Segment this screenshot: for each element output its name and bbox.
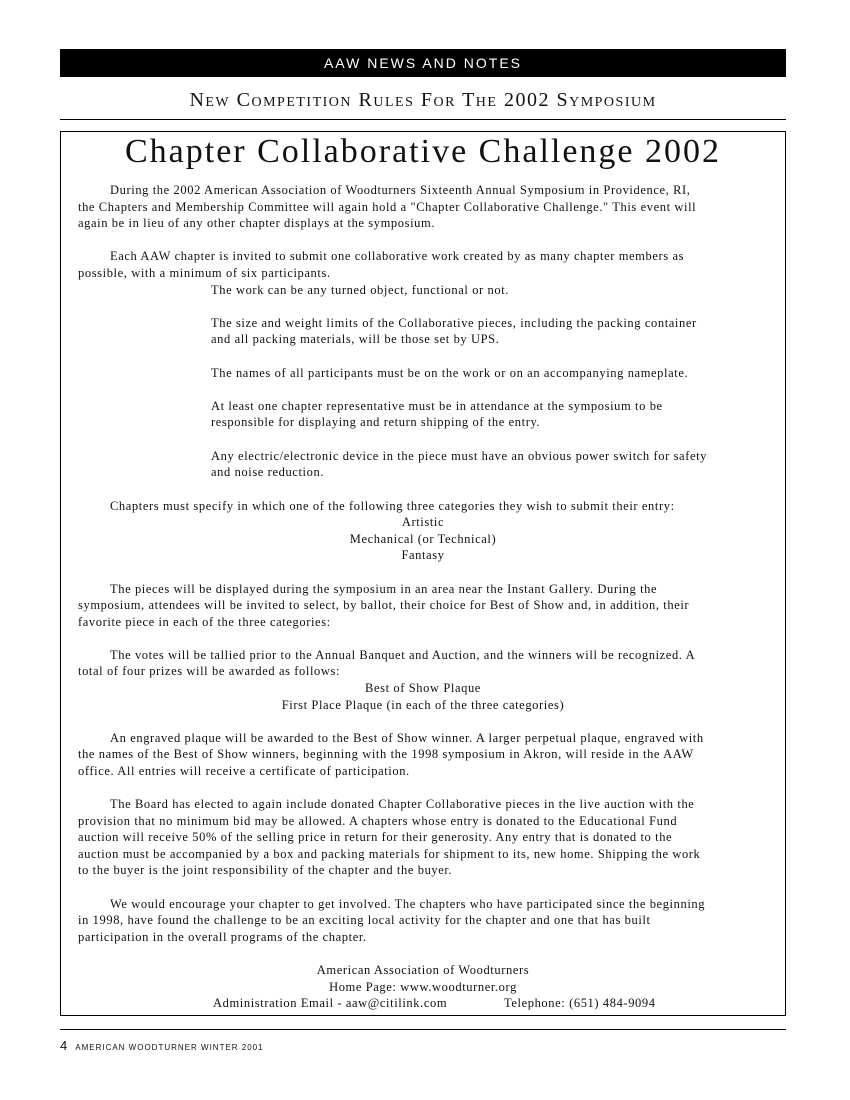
paragraph-line: An engraved plaque will be awarded to the Best of Show winner. A larger perpetual plaque, engraved with	[110, 731, 704, 745]
prize-item: Best of Show Plaque	[365, 681, 481, 695]
paragraph-line: again be in lieu of any other chapter displays at the symposium.	[78, 216, 436, 230]
rule-item: The size and weight limits of the Collaborative pieces, including the packing container	[211, 316, 697, 330]
contact-homepage: Home Page: www.woodturner.org	[329, 980, 517, 994]
page-number: 4	[60, 1038, 68, 1053]
paragraph-line: The votes will be tallied prior to the Annual Banquet and Auction, and the winners will be recognized. A	[110, 648, 696, 662]
header-divider	[60, 119, 786, 120]
contact-phone: Telephone: (651) 484-9094	[504, 996, 656, 1010]
rule-item: The work can be any turned object, functional or not.	[211, 283, 510, 297]
category-item: Fantasy	[401, 548, 445, 562]
rule-item: Any electric/electronic device in the piece must have an obvious power switch for safety	[211, 449, 708, 463]
paragraph-line: During the 2002 American Association of Woodturners Sixteenth Annual Symposium in Providence, RI,	[110, 183, 691, 197]
paragraph-line: The pieces will be displayed during the symposium in an area near the Instant Gallery. During the	[110, 582, 658, 596]
rule-item: and all packing materials, will be those set by UPS.	[211, 332, 500, 346]
paragraph-line: in 1998, have found the challenge to be an exciting local activity for the chapter and one that has built	[78, 913, 651, 927]
paragraph-line: We would encourage your chapter to get involved. The chapters who have participated since the beginning	[110, 897, 706, 911]
paragraph-line: favorite piece in each of the three categories:	[78, 615, 331, 629]
prize-item: First Place Plaque (in each of the three categories)	[281, 698, 565, 712]
paragraph-line: The Board has elected to again include donated Chapter Collaborative pieces in the live auction with the	[110, 797, 695, 811]
paragraph-line: the names of the Best of Show winners, beginning with the 1998 symposium in Akron, will reside in the AAW	[78, 747, 694, 761]
paragraph-line: possible, with a minimum of six participants.	[78, 266, 331, 280]
page-footer	[60, 1039, 264, 1055]
rule-item: The names of all participants must be on the work or on an accompanying nameplate.	[211, 366, 689, 380]
contact-org: American Association of Woodturners	[316, 963, 530, 977]
article-box	[60, 131, 786, 1016]
paragraph-line: provision that no minimum bid may be allowed. A chapters whose entry is donated to the Educational Fund	[78, 814, 678, 828]
page-subtitle: New Competition Rules For The 2002 Symposium	[189, 89, 657, 111]
category-item: Mechanical (or Technical)	[349, 532, 497, 546]
paragraph-line: the Chapters and Membership Committee will again hold a "Chapter Collaborative Challenge." This event will	[78, 200, 697, 214]
categories-intro: Chapters must specify in which one of the following three categories they wish to submit their entry:	[110, 499, 675, 513]
rule-item: At least one chapter representative must be in attendance at the symposium to be	[211, 399, 663, 413]
section-banner: AAW NEWS AND NOTES	[60, 49, 786, 77]
rule-item: and noise reduction.	[211, 465, 325, 479]
footer-divider	[60, 1029, 786, 1030]
magazine-issue: AMERICAN WOODTURNER WINTER 2001	[75, 1043, 264, 1052]
paragraph-line: symposium, attendees will be invited to select, by ballot, their choice for Best of Show and, in addition, their	[78, 598, 690, 612]
paragraph-line: total of four prizes will be awarded as follows:	[78, 664, 341, 678]
contact-email: Administration Email - aaw@citilink.com	[213, 996, 448, 1010]
paragraph-line: participation in the overall programs of the chapter.	[78, 930, 367, 944]
rule-item: responsible for displaying and return shipping of the entry.	[211, 415, 541, 429]
paragraph-line: to the buyer is the joint responsibility of the chapter and the buyer.	[78, 863, 453, 877]
category-item: Artistic	[401, 515, 445, 529]
paragraph-line: Each AAW chapter is invited to submit one collaborative work created by as many chapter members as	[110, 249, 685, 263]
paragraph-line: auction will receive 50% of the selling price in return for their generosity. Any entry that is donated to the	[78, 830, 673, 844]
article-title: Chapter Collaborative Challenge 2002	[124, 133, 722, 170]
paragraph-line: office. All entries will receive a certificate of participation.	[78, 764, 410, 778]
paragraph-line: auction must be accompanied by a box and packing materials for shipment to its, new home. Shipping the work	[78, 847, 701, 861]
